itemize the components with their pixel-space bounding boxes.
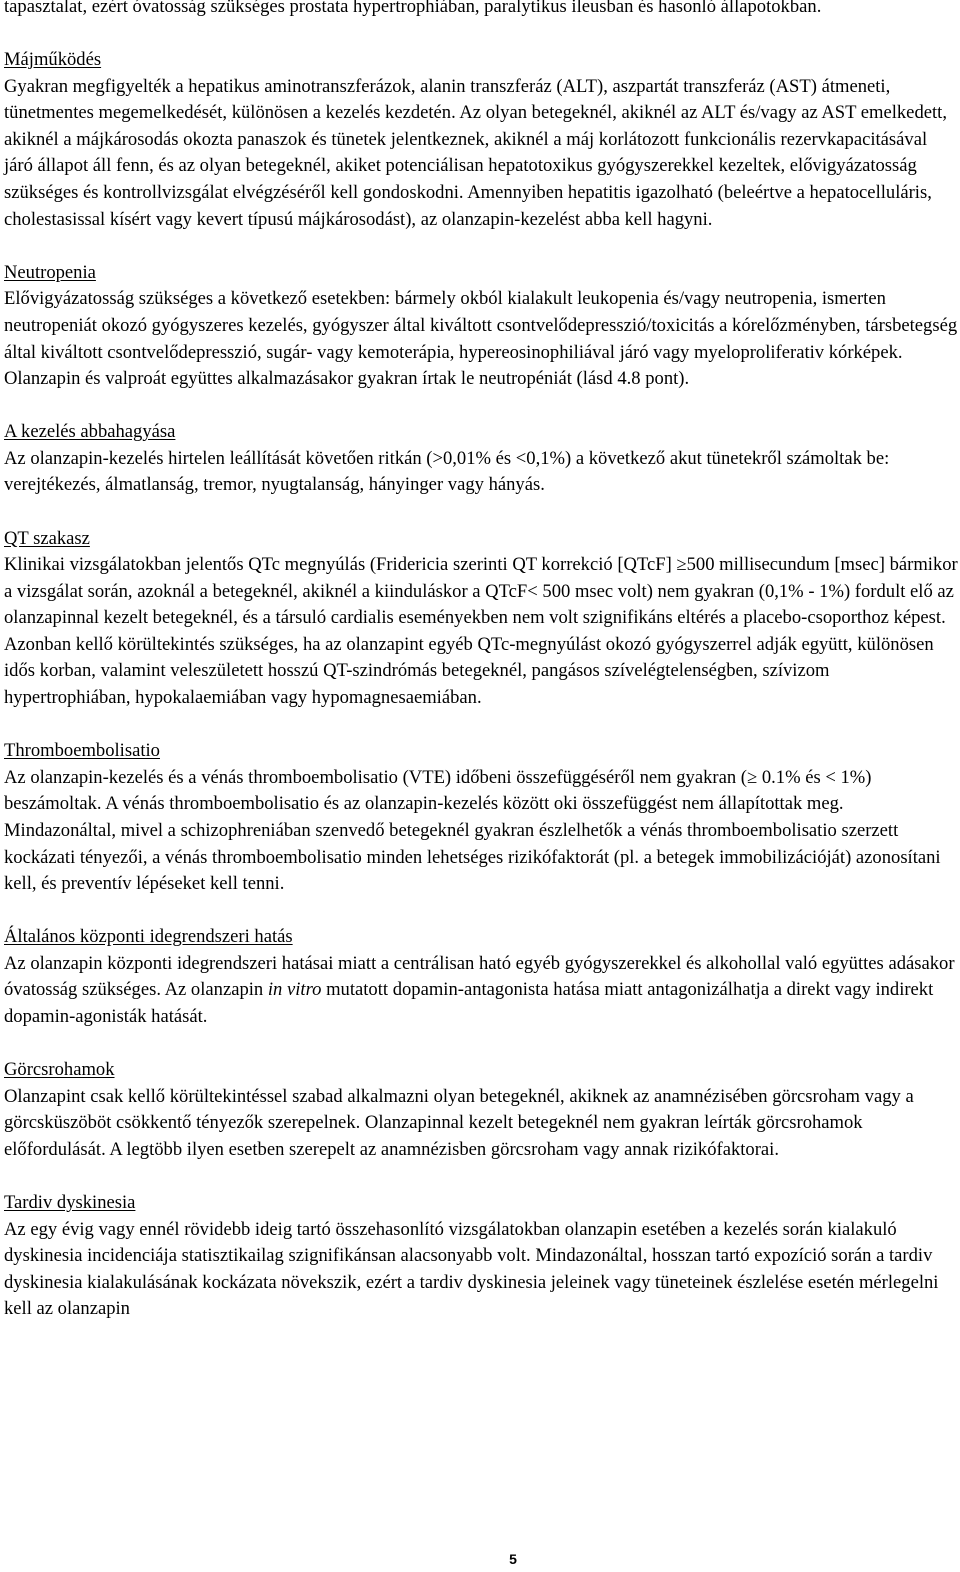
section-heading: Általános központi idegrendszeri hatás <box>4 926 293 948</box>
section-body: Az olanzapin-kezelés és a vénás thromboembolisatio (VTE) időbeni összefüggéséről nem gyakran (≥ 0.1% és < 1%) beszámoltak. A vénás thromboembolisatio és az olanzapin-kezelés között oki összefüggést nem állapítottak meg. Mindazonáltal, mivel a schizophreniában szenvedő betegeknél gyakran észlelhetők a vénás thromboembolisatio szerzett kockázati tényezői, a vénás thromboembolisatio minden lehetséges rizikófaktorát (pl. a betegek immobilizációját) azonosítani kell, és preventív lépéseket kell tenni. <box>4 766 941 895</box>
document-page <box>4 0 960 1323</box>
section-tardiv-dyskinesia <box>4 1190 960 1323</box>
section-qt-szakasz <box>4 526 960 712</box>
section-heading: A kezelés abbahagyása <box>4 421 176 443</box>
section-body: Gyakran megfigyelték a hepatikus aminotranszferázok, alanin transzferáz (ALT), aszpartát transzferáz (AST) átmeneti, tünetmentes megemelkedését, különösen a kezelés kezdetén. Az olyan betegeknél, akiknél az ALT és/vagy az AST emelkedett, akiknél a májkárosodás okozta panaszok és tünetek jelentkeznek, akiknél a máj korlátozott funkcionális rezervkapacitásával járó állapot áll fenn, és az olyan betegeknél, akiket potenciálisan hepatotoxikus gyógyszerekkel kezeltek, elővigyázatosság szükséges és kontrollvizsgálat elvégzéséről kell gondoskodni. Amennyiben hepatitis igazolható (beleértve a hepatocelluláris, cholestasissal kísért vagy kevert típusú májkárosodást), az olanzapin-kezelést abba kell hagyni. <box>4 75 947 230</box>
section-heading: Görcsrohamok <box>4 1059 115 1081</box>
section-body: Klinikai vizsgálatokban jelentős QTc megnyúlás (Fridericia szerinti QT korrekció [QTcF] ≥500 millisecundum [msec] bármikor a vizsgálat során, azoknál a betegeknél, akiknél a kiinduláskor a QTcF< 500 msec volt) nem gyakran (0,1% - 1%) fordult elő az olanzapinnal kezelt betegeknél, és a társuló cardialis eseményekben nem volt szignifikáns eltérés a placebo-csoporthoz képest. Azonban kellő körültekintés szükséges, ha az olanzapint egyéb QTc-megnyúlást okozó gyógyszerrel adják együtt, különösen idős korban, valamint veleszületett hosszú QT-szindrómás betegeknél, pangásos szívelégtelenségben, szívizom hypertrophiában, hypokalaemiában vagy hypomagnesaemiában. <box>4 554 958 709</box>
body-text: Az olanzapin központi idegrendszeri hatásai miatt a centrálisan ható egyéb gyógyszerekkel és alkohollal való együttes adásakor óvatosság szükséges. Az olanzapin <box>4 952 955 1001</box>
section-heading: Thromboembolisatio <box>4 740 160 762</box>
intro-paragraph: tapasztalat, ezért óvatosság szükséges prostata hypertrophiában, paralytikus ileusban és hasonló állapotokban. <box>4 0 822 17</box>
page-number: 5 <box>509 1551 517 1567</box>
section-kezeles-abbahagyasa <box>4 419 960 499</box>
section-heading: QT szakasz <box>4 527 90 549</box>
section-body: Elővigyázatosság szükséges a következő esetekben: bármely okból kialakult leukopenia és/vagy neutropenia, ismerten neutropeniát okozó gyógyszeres kezelés, gyógyszer által kiváltott csontvelődepresszió/toxicitás a kórelőzményben, társbetegség által kiváltott csontvelődepresszió, sugár- vagy kemoterápia, hypereosinophiliával járó vagy myeloproliferativ kórképek. Olanzapin és valproát együttes alkalmazásakor gyakran írtak le neutropéniát (lásd 4.8 pont). <box>4 288 958 390</box>
section-neutropenia <box>4 260 960 393</box>
section-heading: Májműködés <box>4 49 102 71</box>
body-text: mutatott dopamin-antagonista hatása miatt antagonizálhatja a direkt vagy indirekt dopamin-agonisták hatását. <box>4 979 934 1027</box>
section-body: Az olanzapin-kezelés hirtelen leállítását követően ritkán (>0,01% és <0,1%) a következő akut tünetekről számoltak be: verejtékezés, álmatlanság, tremor, nyugtalanság, hányinger vagy hányás. <box>4 447 890 496</box>
section-heading: Neutropenia <box>4 261 96 283</box>
section-thromboembolisatio <box>4 738 960 898</box>
section-body <box>4 951 960 1031</box>
section-gorcsrohamok <box>4 1057 960 1163</box>
section-kozponti-idegrendszeri-hatas <box>4 924 960 1030</box>
section-majmukodes <box>4 47 960 233</box>
section-body: Az egy évig vagy ennél rövidebb ideig tartó összehasonlító vizsgálatokban olanzapin esetében a kezelés során kialakuló dyskinesia incidenciája statisztikailag szignifikánsan alacsonyabb volt. Mindazonáltal, hosszan tartó expozíció során a tardiv dyskinesia kialakulásának kockázata növekszik, ezért a tardiv dyskinesia jeleinek vagy tüneteinek észlelése esetén mérlegelni kell az olanzapin <box>4 1218 939 1320</box>
section-body: Olanzapint csak kellő körültekintéssel szabad alkalmazni olyan betegeknél, akiknek az anamnézisében görcsroham vagy a görcsküszöböt csökkentő tényezők szerepelnek. Olanzapinnal kezelt betegeknél nem gyakran leírták görcsrohamok előfordulását. A legtöbb ilyen esetben szerepelt az anamnézisben görcsroham vagy annak rizikófaktorai. <box>4 1085 914 1160</box>
body-italic-text: in vitro <box>267 979 322 1001</box>
section-heading: Tardiv dyskinesia <box>4 1191 136 1213</box>
